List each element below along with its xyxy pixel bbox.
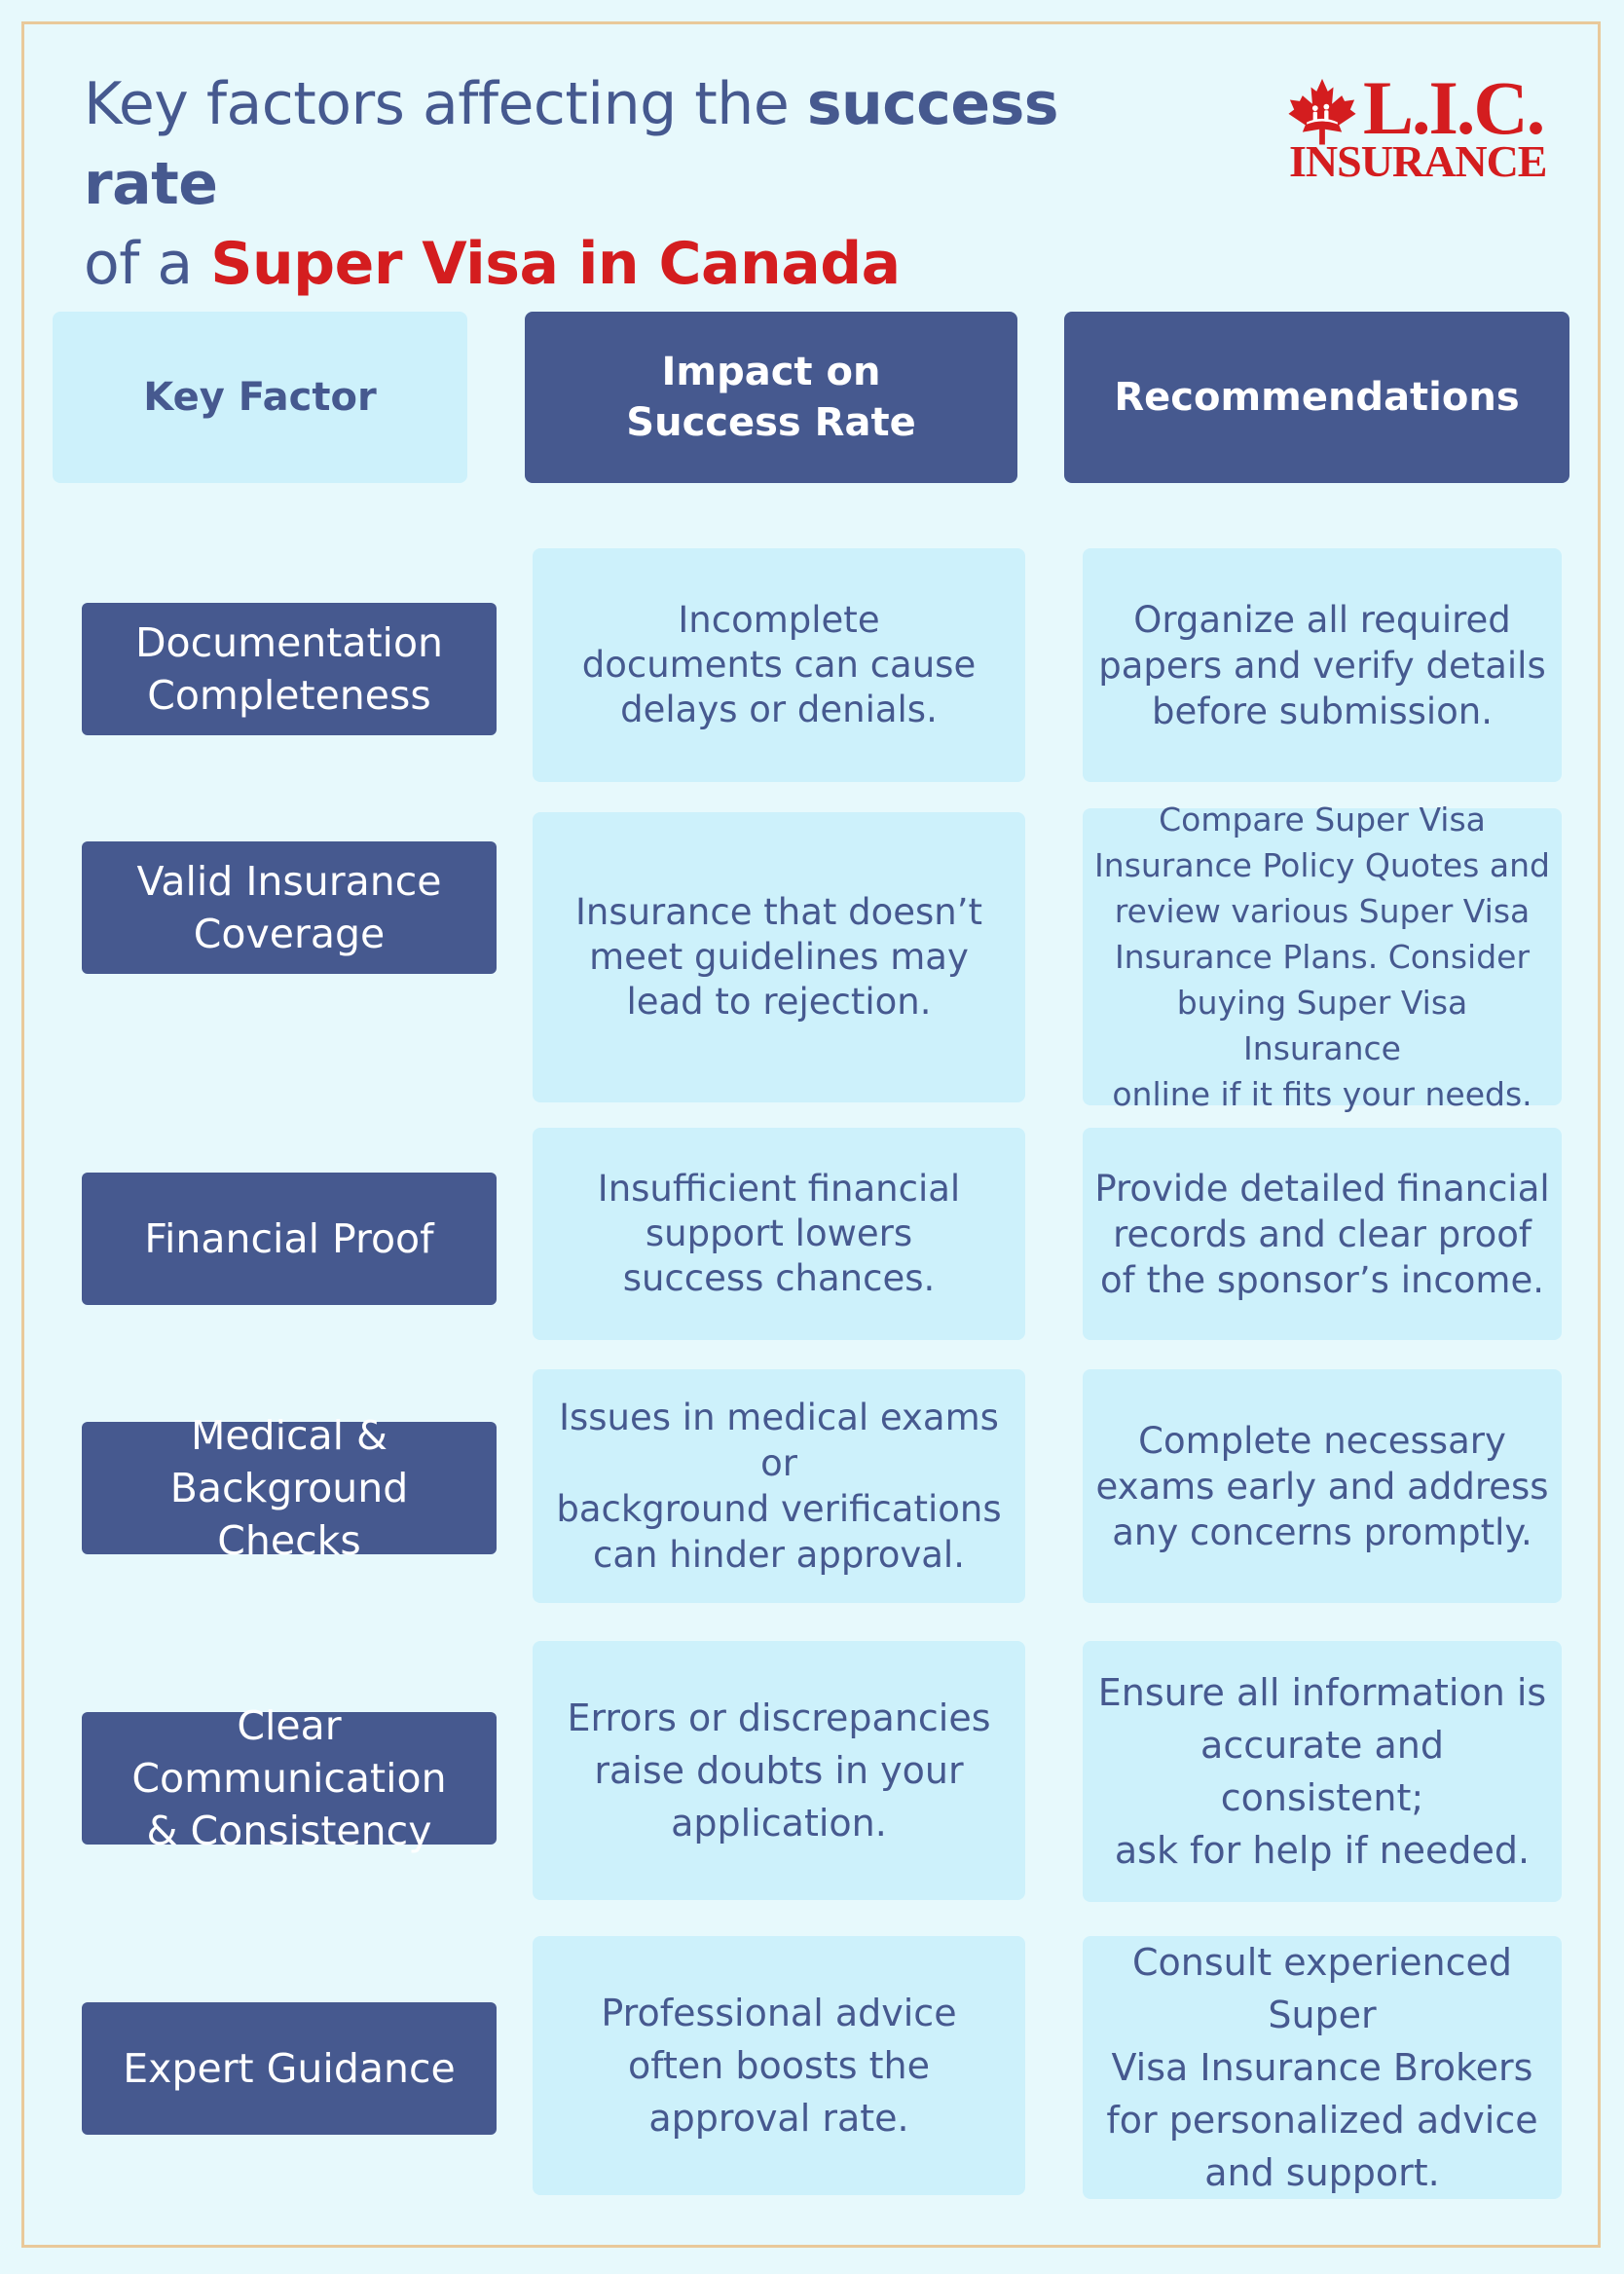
recommendation-text: Provide detailed financial records and clear proof of the sponsor’s income. bbox=[1094, 1167, 1550, 1301]
impact-text: Incomplete documents can cause delays or denials. bbox=[581, 599, 977, 730]
impact-cell-insurance bbox=[533, 812, 1025, 1102]
recommendation-text: Ensure all information is accurate and consistent; ask for help if needed. bbox=[1097, 1671, 1547, 1872]
recommendation-cell-medical bbox=[1083, 1369, 1562, 1603]
title-part-1: Key factors affecting the bbox=[84, 70, 807, 138]
lic-logo bbox=[1287, 65, 1550, 187]
header-impact bbox=[525, 312, 1017, 483]
factor-insurance bbox=[82, 841, 497, 974]
recommendation-text: Complete necessary exams early and address any concerns promptly. bbox=[1095, 1419, 1549, 1553]
impact-text: Professional advice often boosts the approval rate. bbox=[601, 1992, 957, 2140]
recommendation-cell-insurance bbox=[1083, 801, 1562, 1113]
recommendation-cell-financial bbox=[1083, 1128, 1562, 1340]
factor-documentation bbox=[82, 603, 497, 735]
impact-cell-communication bbox=[533, 1641, 1025, 1900]
recommendation-text: Compare Super Visa Insurance Policy Quotes and review various Super Visa Insurance Plans. Consider buying Super Visa Insurance online if it fits your needs. bbox=[1094, 801, 1550, 1113]
header-key-factor-label: Key Factor bbox=[143, 375, 377, 420]
header-recommendations-label: Recommendations bbox=[1114, 375, 1520, 420]
page-title bbox=[84, 64, 1203, 304]
recommendation-cell-expert-guidance bbox=[1083, 1936, 1562, 2199]
header-recommendations bbox=[1064, 312, 1569, 483]
factor-communication bbox=[82, 1702, 497, 1854]
title-part-3: of a bbox=[84, 230, 211, 298]
factor-financial bbox=[82, 1173, 497, 1305]
factor-label: Medical & Background Checks bbox=[169, 1412, 409, 1564]
factor-expert-guidance bbox=[82, 2002, 497, 2135]
header-key-factor bbox=[53, 312, 467, 483]
impact-cell-medical bbox=[533, 1369, 1025, 1603]
impact-cell-expert-guidance bbox=[533, 1936, 1025, 2195]
factor-label: Documentation Completeness bbox=[134, 619, 444, 719]
impact-cell-documentation bbox=[533, 548, 1025, 782]
factor-label: Clear Communication & Consistency bbox=[131, 1702, 447, 1854]
recommendation-cell-communication bbox=[1083, 1641, 1562, 1902]
title-part-2: success rate bbox=[84, 70, 1058, 218]
header-impact-label: Impact on Success Rate bbox=[626, 350, 916, 445]
title-part-4: Super Visa in Canada bbox=[210, 230, 901, 298]
impact-text: Issues in medical exams or background verifications can hinder approval. bbox=[556, 1397, 1002, 1576]
impact-text: Insufficient financial support lowers success chances. bbox=[597, 1168, 961, 1299]
factor-medical bbox=[82, 1412, 497, 1564]
logo-line-2: INSURANCE bbox=[1289, 136, 1547, 186]
factor-label: Expert Guidance bbox=[123, 2045, 456, 2092]
recommendation-text: Organize all required papers and verify details before submission. bbox=[1098, 598, 1546, 732]
logo-line-1: L.I.C. bbox=[1363, 65, 1544, 150]
recommendation-cell-documentation bbox=[1083, 548, 1562, 782]
impact-text: Insurance that doesn’t meet guidelines may lead to rejection. bbox=[574, 891, 983, 1023]
impact-text: Errors or discrepancies raise doubts in your application. bbox=[567, 1696, 991, 1845]
factor-label: Financial Proof bbox=[144, 1215, 434, 1262]
impact-cell-financial bbox=[533, 1128, 1025, 1340]
recommendation-text: Consult experienced Super Visa Insurance Brokers for personalized advice and support. bbox=[1106, 1941, 1538, 2194]
factor-label: Valid Insurance Coverage bbox=[136, 858, 442, 957]
